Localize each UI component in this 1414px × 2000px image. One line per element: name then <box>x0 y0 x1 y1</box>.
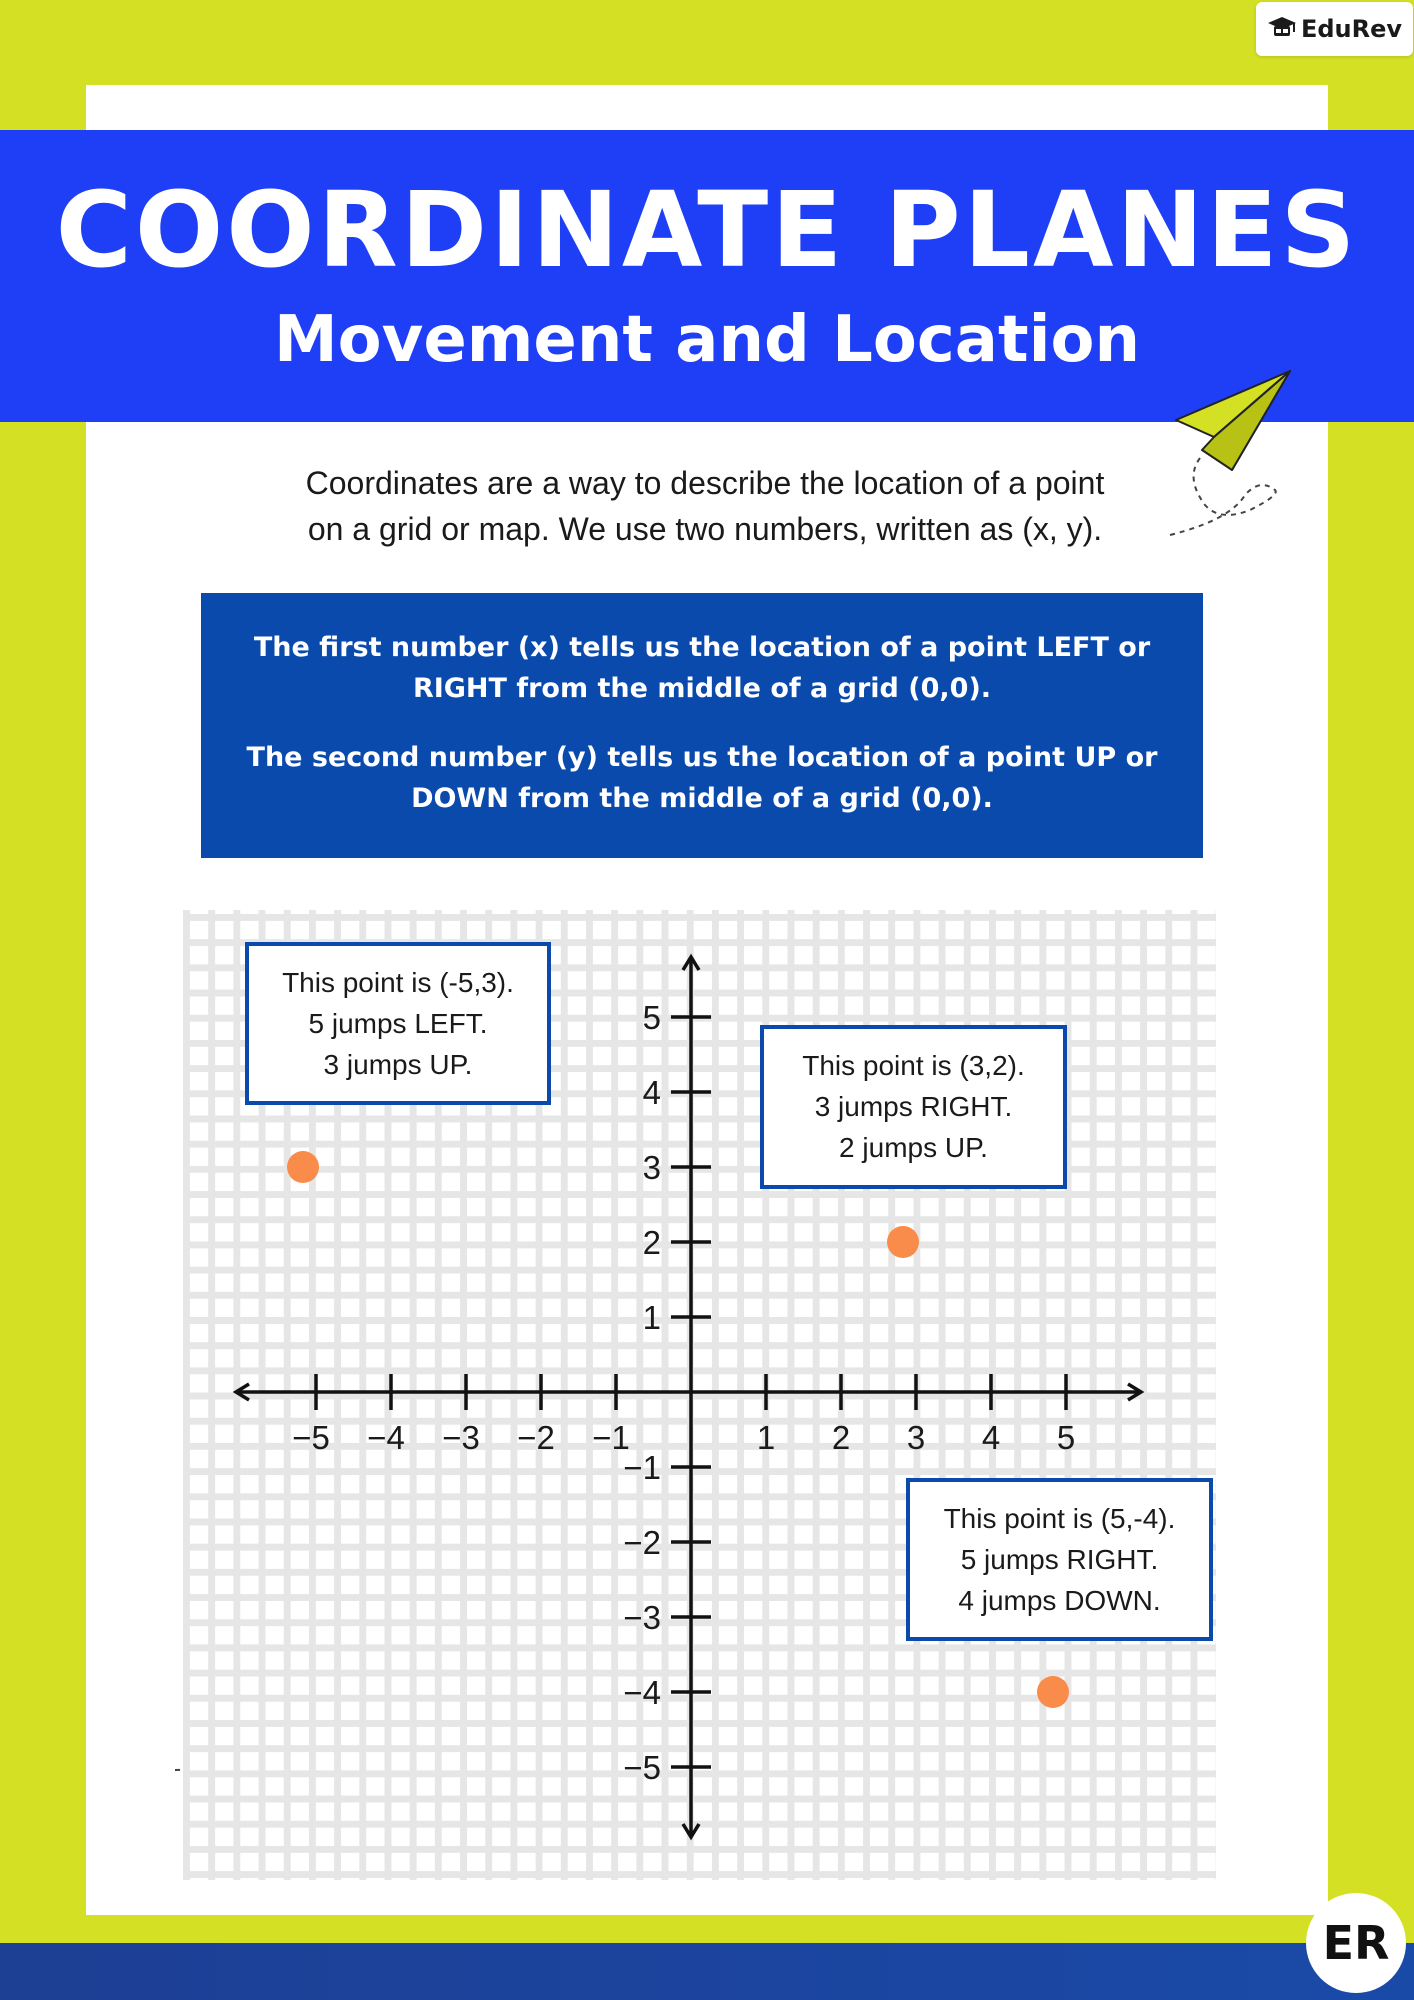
info-line: The first number (x) tells us the location of a point LEFT or <box>253 632 1151 663</box>
intro-line: on a grid or map. We use two numbers, written as (x, y). <box>307 511 1103 547</box>
x-tick-label: 3 <box>906 1419 926 1456</box>
callout-line: 5 jumps RIGHT. <box>960 1544 1159 1575</box>
info-line: The second number (y) tells us the location of a point UP or <box>246 742 1158 773</box>
y-tick-label: −2 <box>623 1524 661 1561</box>
callout-line: 2 jumps UP. <box>839 1132 988 1163</box>
callout-line: 3 jumps UP. <box>323 1049 473 1080</box>
callout-point-neg5-3 <box>245 942 551 1105</box>
callout-line: 4 jumps DOWN. <box>958 1585 1161 1616</box>
x-tick-label: −1 <box>592 1419 630 1456</box>
callout-line: This point is (3,2). <box>802 1050 1025 1081</box>
y-tick-label: 3 <box>642 1149 661 1186</box>
x-tick-label: −5 <box>292 1419 330 1456</box>
x-tick-label: 1 <box>756 1419 776 1456</box>
data-point <box>287 1151 319 1183</box>
y-tick-label: −3 <box>623 1599 661 1636</box>
x-tick-label: 5 <box>1056 1419 1076 1456</box>
x-tick-label: −2 <box>517 1419 555 1456</box>
data-point <box>1037 1676 1069 1708</box>
callout-line: This point is (5,-4). <box>943 1503 1176 1534</box>
callout-line: This point is (-5,3). <box>282 967 514 998</box>
y-tick-label: 2 <box>642 1224 661 1261</box>
page-title: COORDINATE PLANES <box>55 169 1359 291</box>
intro-line: Coordinates are a way to describe the location of a point <box>305 465 1105 501</box>
page-subtitle: Movement and Location <box>273 303 1141 377</box>
y-tick-label: 5 <box>642 999 661 1036</box>
y-tick-label: 4 <box>642 1074 661 1111</box>
data-point <box>887 1226 919 1258</box>
y-tick-label: −4 <box>623 1674 661 1711</box>
x-tick-label: −3 <box>442 1419 480 1456</box>
info-line: DOWN from the middle of a grid (0,0). <box>411 783 993 814</box>
y-tick-label: −5 <box>623 1749 661 1786</box>
callout-line: 3 jumps RIGHT. <box>814 1091 1013 1122</box>
info-line: RIGHT from the middle of a grid (0,0). <box>412 673 992 704</box>
callout-line: 5 jumps LEFT. <box>308 1008 488 1039</box>
x-tick-label: 2 <box>831 1419 851 1456</box>
x-tick-label: −4 <box>367 1419 405 1456</box>
logo-text: EduRev <box>1300 15 1403 43</box>
callout-point-5-neg4 <box>906 1478 1213 1641</box>
y-tick-label: 1 <box>642 1299 661 1336</box>
x-tick-label: 4 <box>981 1419 1001 1456</box>
callout-point-3-2 <box>760 1025 1067 1189</box>
y-tick-label: −1 <box>623 1449 661 1486</box>
er-badge: ER <box>1306 1893 1406 1993</box>
